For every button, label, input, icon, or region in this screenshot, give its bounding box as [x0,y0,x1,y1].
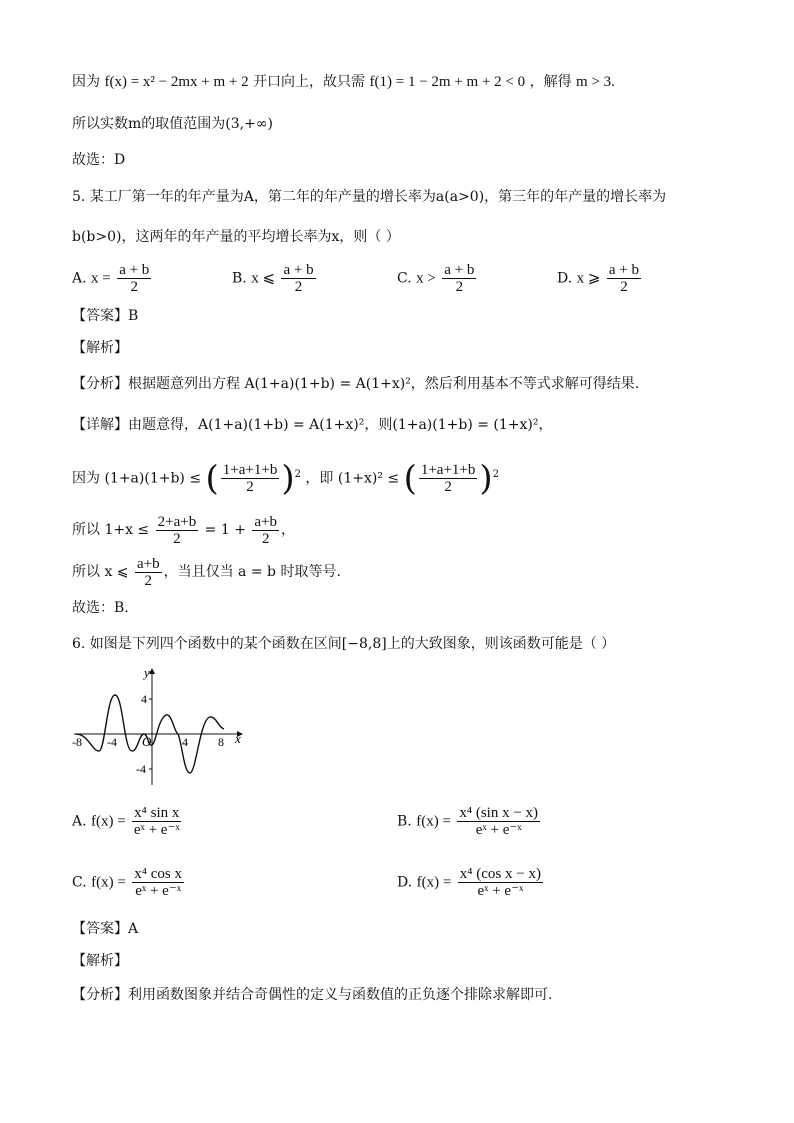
fenxi-line-1 [72,375,639,393]
y-tick-label: 4 [141,692,147,706]
fraction [117,262,151,295]
range-conclusion: 所以实数m的取值范围为(3,+∞) [72,116,273,132]
numerator: 1+a+1+b [222,462,278,479]
q6-option-c [72,866,186,899]
xiangjie-line [72,416,552,434]
option-label: C. [397,270,412,287]
option-lhs: f(x) = [91,813,126,830]
fenxi-text: 利用函数图象并结合奇偶性的定义与函数值的正负逐个排除求解即可. [128,987,553,1003]
jiexi-tag-1: 【解析】 [72,340,128,356]
answer-tag: 【答案】 [72,921,128,937]
ineq-prefix: 因为 (1+a)(1+b) ≤ [72,470,202,487]
y-tick-label: -4 [136,762,146,776]
option-lhs: f(x) = [91,874,126,891]
right-paren: ) [479,458,493,499]
option-label: B. [232,270,247,287]
answer-value: B [128,308,139,324]
suoyi-prefix: 所以 x ⩽ [72,564,129,580]
right-paren: ) [281,458,295,499]
function-expression: f(x) = x² − 2mx + m + 2 [104,74,249,90]
fraction [419,462,478,495]
suoyi-eq: = 1 + [204,522,246,538]
fraction [458,866,543,899]
denominator: 2 [246,479,254,496]
numerator: 1+a+1+b [420,462,476,479]
q6-option-a [72,805,183,838]
option-lhs: f(x) = [416,813,451,830]
fenxi-tag: 【分析】 [72,987,128,1003]
origin-label: O [142,734,152,749]
numerator: a+b [136,555,160,572]
option-label: C. [72,874,87,891]
numerator: a + b [444,262,475,278]
numerator: a + b [283,262,314,278]
option-lhs: f(x) = [416,874,452,891]
inequality-expression: f(1) = 1 − 2m + m + 2 < 0 [369,74,526,90]
analysis-line-1 [72,73,615,91]
fraction [607,262,641,295]
denominator: 2 [130,279,138,295]
question-6: 6. 如图是下列四个函数中的某个函数在区间[−8,8]上的大致图象，则该函数可能是（ ） [72,636,616,652]
numerator: a + b [608,262,640,278]
fraction [132,866,184,899]
q6-option-b [397,805,542,838]
x-tick-label: 8 [218,735,224,749]
numerator: a+b [254,513,278,530]
fraction [281,262,315,295]
fraction [457,805,540,838]
suoyi-line-2 [72,554,341,590]
numerator: x⁴ sin x [134,805,180,821]
option-label: A. [72,813,87,830]
choice-d: 故选：D [72,152,126,168]
answer-tag: 【答案】 [72,308,128,324]
option-label: D. [557,270,573,287]
denominator: 2 [261,530,270,547]
q5-option-a [72,262,153,295]
x-axis-label: x [235,731,241,746]
x-tick-label: -4 [107,735,117,749]
jiexi-tag-2: 【解析】 [72,953,128,969]
denominator: 2 [294,279,303,295]
result-expression: m > 3. [576,74,615,90]
fraction [252,514,279,547]
numerator: x⁴ (cos x − x) [459,866,541,882]
inequality-line: 因为 (1+a)(1+b) ≤ ( $\frac{1+a+1+b}{2}$ )$^2$ ，即 (1+x)² ≤ ( $\frac{1+a+1+b}{2}$ )$^2$ [72,458,500,499]
text-prefix: 因为 [72,74,100,90]
suoyi-line-1 [72,512,295,548]
fraction [221,462,280,495]
denominator: 2 [620,279,628,295]
xiangjie-text: 由题意得，A(1+a)(1+b) = A(1+x)²，则(1+a)(1+b) = (1+x)²， [128,417,553,433]
option-relation: x = [91,270,111,287]
denominator: eˣ + e⁻ˣ [133,822,180,838]
left-paren: ( [205,458,219,499]
option-label: A. [72,270,87,287]
fenxi-line-2 [72,986,552,1004]
text-post: ，解得 [529,74,572,90]
xiangjie-tag: 【详解】 [72,417,128,433]
option-relation: x ⩾ [576,270,601,287]
suoyi-post: ，当且仅当 a = b 时取等号. [163,564,341,580]
fraction [135,556,162,589]
option-relation: x > [416,270,436,287]
option-label: D. [397,874,413,891]
denominator: eˣ + e⁻ˣ [475,822,522,838]
denominator: 2 [173,530,181,547]
numerator: a + b [119,262,150,278]
numerator: 2+a+b [157,513,197,530]
left-paren: ( [403,458,417,499]
q5-option-c [397,262,478,295]
text-middle: 开口向上，故只需 [253,74,366,90]
option-label: B. [397,813,412,830]
fraction [132,805,181,838]
suoyi-end: ， [281,522,296,538]
denominator: eˣ + e⁻ˣ [135,883,182,899]
graph-svg [72,665,252,785]
q6-option-d [397,866,545,899]
ineq-middle: ，即 (1+x)² ≤ [305,470,400,487]
denominator: 2 [444,479,452,496]
denominator: eˣ + e⁻ˣ [477,883,524,899]
answer-value: A [128,921,139,937]
fraction [442,262,476,295]
denominator: 2 [144,572,153,589]
fraction [156,514,199,547]
answer-line-2 [72,920,138,938]
fenxi-text: 根据题意列出方程 A(1+a)(1+b) = A(1+x)²，然后利用基本不等式求解可得结果. [128,376,640,392]
option-relation: x ⩽ [251,270,276,287]
y-axis-label: y [144,665,150,680]
denominator: 2 [455,279,464,295]
numerator: x⁴ cos x [134,866,183,882]
fenxi-tag: 【分析】 [72,376,128,392]
question-5-line-1: 5. 某工厂第一年的年产量为A，第二年的年产量的增长率为a(a>0)，第三年的年产量的增长率为 [72,189,667,205]
q5-option-b [232,262,318,295]
numerator: x⁴ (sin x − x) [459,805,539,821]
suoyi-prefix: 所以 1+x ≤ [72,522,150,538]
q5-option-d [557,262,643,295]
x-tick-label: 4 [182,735,188,749]
function-graph [72,665,252,785]
choice-b: 故选：B. [72,600,129,616]
x-tick-label: -8 [72,735,82,749]
question-5-line-2: b(b>0)，这两年的年产量的平均增长率为x，则（ ） [72,229,400,245]
answer-line-1 [72,307,138,325]
